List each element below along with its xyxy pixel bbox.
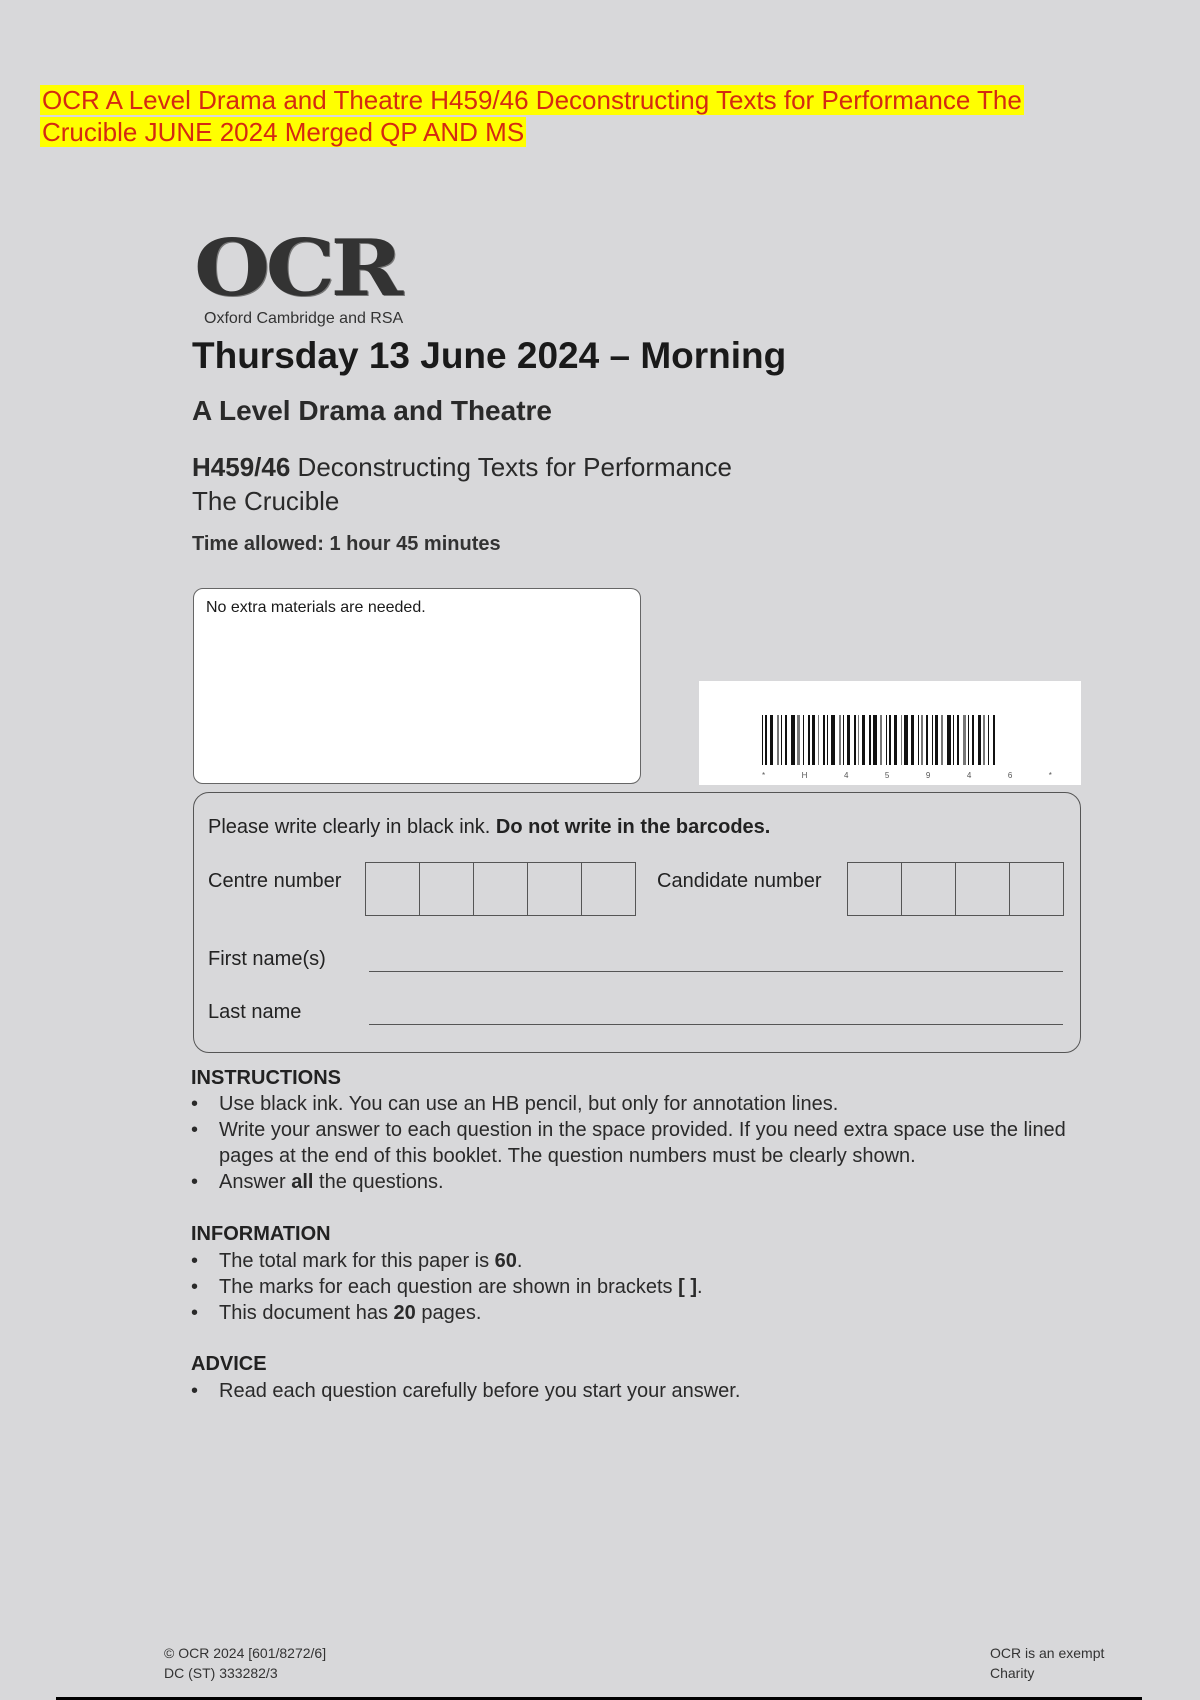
barcode-bar (963, 715, 966, 765)
set-text: The Crucible (192, 486, 340, 516)
bullet-icon: • (191, 1380, 199, 1402)
barcode-digit: * (1048, 771, 1052, 780)
barcode-bar (843, 715, 844, 765)
barcode-bar (812, 715, 815, 765)
title-line-1: OCR A Level Drama and Theatre H459/46 Deconstructing Texts for Performance The (42, 85, 1022, 115)
footer-left (164, 1643, 326, 1683)
barcode-bar (808, 715, 810, 765)
text: This document has (219, 1302, 394, 1324)
barcode-digit: 6 (1007, 771, 1013, 780)
component-name: Deconstructing Texts for Performance (290, 452, 733, 482)
barcode-bar (791, 715, 795, 765)
barcode-bar (904, 715, 908, 765)
instruction-bold: Do not write in the barcodes. (495, 816, 771, 838)
first-name-label: First name(s) (208, 948, 326, 970)
text: Answer (219, 1171, 292, 1193)
barcode-digit: H (801, 771, 808, 780)
barcode-bar (957, 715, 959, 765)
bold-text: 20 (393, 1302, 416, 1324)
logo-text: OCR (194, 223, 399, 314)
barcode-digit: 9 (925, 771, 931, 780)
text: Use black ink. You can use an HB pencil, but only for annotation lines. (219, 1093, 839, 1115)
instructions-heading: INSTRUCTIONS (191, 1067, 341, 1089)
barcode-bar (947, 715, 951, 765)
barcode-bar (935, 715, 938, 765)
barcode-digit: 4 (843, 771, 849, 780)
bold-text: all (291, 1171, 314, 1193)
barcode-bar (827, 715, 828, 765)
candidate-number-label: Candidate number (657, 870, 822, 892)
bullet-text (219, 1274, 1079, 1300)
candidate-number-input[interactable] (847, 862, 1064, 916)
bullet-item (191, 1248, 1091, 1274)
barcode-bar (777, 715, 779, 765)
barcode-bar (978, 715, 981, 765)
time-allowed: Time allowed: 1 hour 45 minutes (192, 533, 501, 555)
information-list (191, 1248, 1091, 1326)
barcode-bar (921, 715, 923, 765)
first-name-field[interactable] (369, 971, 1063, 972)
text: pages. (415, 1302, 482, 1324)
instructions-list (191, 1091, 1091, 1195)
barcode-bar (972, 715, 974, 765)
last-name-field[interactable] (369, 1024, 1063, 1025)
barcode-bar (823, 715, 825, 765)
barcode-bar (839, 715, 841, 765)
bullet-item (191, 1091, 1091, 1117)
barcode-bar (765, 715, 767, 765)
barcode-bar (932, 715, 933, 765)
text: The marks for each question are shown in brackets (219, 1276, 679, 1298)
barcode-bars (762, 715, 997, 765)
document-title (40, 84, 1024, 148)
instruction-text: Please write clearly in black ink. (208, 816, 496, 838)
bullet-text (219, 1091, 1079, 1117)
barcode-bar (894, 715, 897, 765)
bullet-icon: • (191, 1093, 199, 1115)
text: . (697, 1276, 703, 1298)
barcode-bar (968, 715, 969, 765)
logo-subtitle: Oxford Cambridge and RSA (204, 310, 404, 327)
bullet-item (191, 1274, 1091, 1300)
barcode-bar (941, 715, 943, 765)
advice-list (191, 1378, 1091, 1404)
last-name-label: Last name (208, 1001, 302, 1023)
title-line-2: Crucible JUNE 2024 Merged QP AND MS (42, 117, 525, 147)
barcode-digit: * (762, 771, 766, 780)
barcode-bar (889, 715, 891, 765)
barcode-bar (831, 715, 835, 765)
barcode-digit: 5 (884, 771, 890, 780)
barcode (699, 681, 1081, 785)
barcode-bar (880, 715, 882, 765)
bullet-text (219, 1300, 1079, 1326)
barcode-bar (862, 715, 865, 765)
paper-code: H459/46 (192, 452, 291, 482)
barcode-bar (886, 715, 887, 765)
centre-number-input[interactable] (365, 862, 636, 916)
bullet-text (219, 1117, 1079, 1169)
barcode-bar (781, 715, 782, 765)
barcode-bar (911, 715, 914, 765)
bullet-item (191, 1169, 1091, 1195)
barcode-bar (983, 715, 985, 765)
ocr-logo (194, 223, 404, 328)
barcode-bar (901, 715, 902, 765)
barcode-bar (873, 715, 877, 765)
barcode-bar (918, 715, 919, 765)
barcode-digit: 4 (966, 771, 972, 780)
barcode-bar (993, 715, 995, 765)
bold-text: [ ] (678, 1276, 698, 1298)
barcode-bar (926, 715, 928, 765)
bullet-icon: • (191, 1302, 199, 1324)
text: The total mark for this paper is (219, 1250, 495, 1272)
document-code: DC (ST) 333282/3 (164, 1665, 278, 1681)
paper-title (192, 452, 732, 482)
barcode-bar (869, 715, 871, 765)
text: Read each question carefully before you start your answer. (219, 1380, 741, 1402)
materials-box (193, 588, 641, 784)
barcode-bar (854, 715, 856, 765)
exam-date: Thursday 13 June 2024 – Morning (192, 335, 787, 376)
footer-right (990, 1643, 1104, 1683)
barcode-bar (785, 715, 787, 765)
information-heading: INFORMATION (191, 1223, 331, 1245)
bullet-text (219, 1378, 1079, 1404)
barcode-bar (858, 715, 859, 765)
barcode-bar (803, 715, 804, 765)
bold-text: 60 (494, 1250, 517, 1272)
bullet-item (191, 1117, 1091, 1169)
bullet-item (191, 1300, 1091, 1326)
bullet-text (219, 1248, 1079, 1274)
barcode-bar (770, 715, 773, 765)
bullet-text (219, 1169, 1079, 1195)
materials-text: No extra materials are needed. (206, 599, 426, 616)
bullet-icon: • (191, 1276, 199, 1298)
advice-heading: ADVICE (191, 1353, 267, 1375)
text: . (516, 1250, 523, 1272)
barcode-bar (818, 715, 819, 765)
barcode-bar (953, 715, 954, 765)
candidate-instruction (208, 815, 770, 839)
bullet-icon: • (191, 1250, 199, 1272)
charity-line-2: Charity (990, 1665, 1035, 1681)
barcode-bar (988, 715, 989, 765)
bullet-icon: • (191, 1119, 199, 1141)
text: Write your answer to each question in the space provided. If you need extra space use the lined pages at the end of this booklet. The question numbers must be clearly shown. (219, 1119, 1066, 1167)
copyright: © OCR 2024 [601/8272/6] (164, 1645, 327, 1661)
barcode-digits (762, 771, 1052, 781)
centre-number-label: Centre number (208, 870, 342, 892)
barcode-bar (847, 715, 850, 765)
barcode-bar (797, 715, 800, 765)
qualification: A Level Drama and Theatre (192, 395, 552, 426)
text: the questions. (313, 1171, 444, 1193)
bullet-item (191, 1378, 1091, 1404)
charity-line-1: OCR is an exempt (990, 1645, 1105, 1661)
bullet-icon: • (191, 1171, 199, 1193)
barcode-bar (762, 715, 763, 765)
candidate-details-box (193, 792, 1081, 1053)
